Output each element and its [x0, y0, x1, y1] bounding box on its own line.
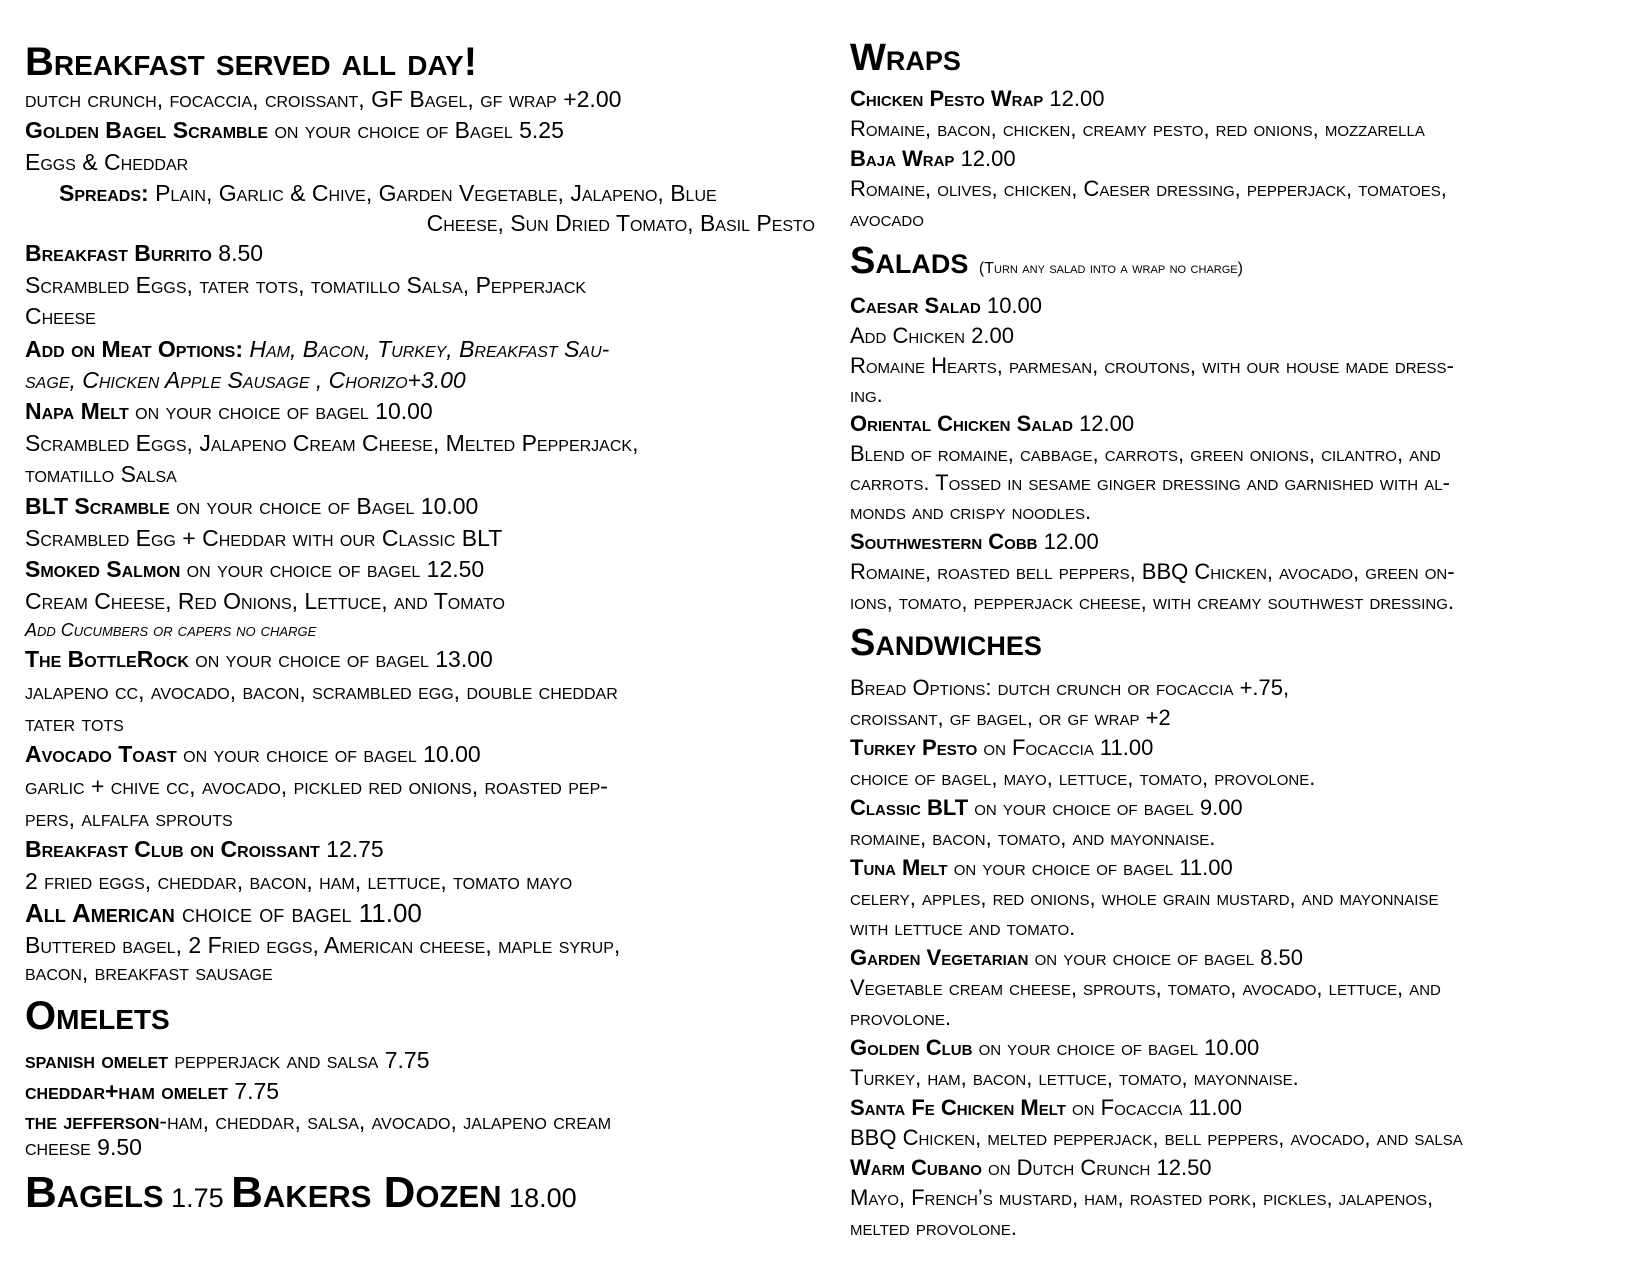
item-desc-line: Mayo, French’s mustard, ham, roasted pork, pickles, jalapenos,	[850, 1185, 1434, 1210]
bagels-label: Bagels	[25, 1168, 164, 1217]
salads-heading-line	[850, 240, 1243, 283]
item-price: 10.00	[980, 293, 1043, 318]
item-oriental-chicken-salad	[850, 411, 1134, 437]
item-desc-line: garlic + chive cc, avocado, pickled red onions, roasted pep-	[25, 773, 608, 799]
item-desc-line: tomatillo Salsa	[25, 461, 177, 487]
item-desc-line: BBQ Chicken, melted pepperjack, bell peppers, avocado, and salsa	[850, 1125, 1463, 1150]
item-desc-line: Blend of romaine, cabbage, carrots, green onions, cilantro, and	[850, 441, 1441, 466]
item-all-american	[25, 898, 422, 929]
item-avocado-toast	[25, 741, 481, 768]
add-meat-line-1	[25, 336, 609, 363]
item-name: spanish omelet	[25, 1047, 168, 1073]
item-desc-line: with lettuce and tomato.	[850, 915, 1076, 940]
bakers-dozen-price: 18.00	[501, 1183, 577, 1213]
item-desc-line: ions, tomato, pepperjack cheese, with creamy southwest dressing.	[850, 589, 1454, 614]
item-desc-line: Scrambled Eggs, Jalapeno Cream Cheese, Melted Pepperjack,	[25, 430, 639, 456]
item-desc-line: Romaine, olives, chicken, Caeser dressing, pepperjack, tomatoes,	[850, 176, 1447, 201]
item-turkey-pesto	[850, 735, 1153, 761]
item-desc-line: tater tots	[25, 710, 124, 736]
item-name: Warm Cubano	[850, 1155, 982, 1180]
item-name: Garden Vegetarian	[850, 945, 1029, 970]
bagels-price: 1.75	[163, 1183, 232, 1213]
item-desc-line: romaine, bacon, tomato, and mayonnaise.	[850, 825, 1216, 850]
item-desc-line: Add Chicken 2.00	[850, 323, 1014, 348]
item-name: Oriental Chicken Salad	[850, 411, 1073, 436]
item-desc-line: Eggs & Cheddar	[25, 149, 189, 175]
item-desc: on your choice of bagel 13.00	[188, 646, 493, 672]
item-name: Caesar Salad	[850, 293, 981, 318]
item-desc: on your choice of bagel 12.50	[180, 556, 485, 582]
item-caesar-salad	[850, 293, 1042, 319]
item-tuna-melt	[850, 855, 1233, 881]
item-warm-cubano	[850, 1155, 1212, 1181]
item-desc: on your choice of bagel 11.00	[947, 855, 1233, 880]
item-desc-line: Cheese	[25, 303, 96, 329]
item-desc-line: pers, alfalfa sprouts	[25, 805, 233, 831]
item-name: Chicken Pesto Wrap	[850, 86, 1044, 111]
bread-options-line: Bread Options: dutch crunch or focaccia +.75,	[850, 675, 1290, 700]
item-name: All American	[25, 898, 175, 928]
item-desc-line: Scrambled Egg + Cheddar with our Classic BLT	[25, 525, 503, 551]
item-desc-line: choice of bagel, mayo, lettuce, tomato, provolone.	[850, 765, 1316, 790]
item-desc-line: Romaine Hearts, parmesan, croutons, with our house made dress-	[850, 353, 1454, 378]
item-price: 12.75	[319, 836, 384, 862]
item-name: Turkey Pesto	[850, 735, 978, 760]
item-cheddar-ham-omelet	[25, 1078, 279, 1105]
item-desc-line: Cream Cheese, Red Onions, Lettuce, and Tomato	[25, 588, 505, 614]
item-southwestern-cobb	[850, 529, 1099, 555]
item-golden-bagel-scramble	[25, 117, 564, 144]
item-desc-line: Romaine, bacon, chicken, creamy pesto, red onions, mozzarella	[850, 116, 1425, 141]
item-baja-wrap	[850, 146, 1016, 172]
item-desc: on your choice of bagel 8.50	[1028, 945, 1303, 970]
item-breakfast-burrito	[25, 240, 263, 267]
bagels-line	[25, 1168, 577, 1218]
item-classic-blt	[850, 795, 1243, 821]
item-desc: on your choice of bagel 10.00	[176, 741, 481, 767]
item-golden-club	[850, 1035, 1259, 1061]
item-desc: choice of bagel 11.00	[174, 898, 422, 928]
spreads-label: Spreads:	[59, 180, 149, 206]
item-desc-line: avocado	[850, 206, 924, 231]
item-desc: on your choice of bagel 9.00	[968, 795, 1243, 820]
item-desc: on your choice of Bagel 10.00	[169, 493, 479, 519]
item-desc-line: Turkey, ham, bacon, lettuce, tomato, mayonnaise.	[850, 1065, 1299, 1090]
sandwiches-heading: Sandwiches	[850, 622, 1042, 664]
spreads-list: Plain, Garlic & Chive, Garden Vegetable, Jalapeno, Blue	[148, 180, 717, 206]
salads-note: (Turn any salad into a wrap no charge)	[978, 260, 1243, 277]
item-price: 12.00	[1037, 529, 1099, 554]
item-spanish-omelet	[25, 1047, 430, 1074]
item-name: Avocado Toast	[25, 741, 177, 767]
spreads-line-1	[59, 180, 717, 207]
item-desc-line: carrots. Tossed in sesame ginger dressing and garnished with al-	[850, 470, 1450, 495]
item-name: Golden Club	[850, 1035, 973, 1060]
item-desc: on your choice of Bagel 5.25	[268, 117, 564, 143]
item-name: Breakfast Club on Croissant	[25, 836, 320, 862]
item-name: the jefferson	[25, 1108, 160, 1134]
spreads-line-2: Cheese, Sun Dried Tomato, Basil Pesto	[426, 210, 815, 236]
item-chicken-pesto-wrap	[850, 86, 1104, 112]
wraps-heading: Wraps	[850, 37, 961, 79]
item-desc: on your choice of bagel 10.00	[128, 398, 433, 424]
breakfast-heading: Breakfast served all day!	[25, 40, 478, 84]
item-desc-line: jalapeno cc, avocado, bacon, scrambled egg, double cheddar	[25, 678, 618, 704]
item-price: 7.75	[227, 1078, 280, 1104]
salads-heading: Salads	[850, 240, 969, 282]
item-name: Napa Melt	[25, 398, 129, 424]
add-meat-list: Ham, Bacon, Turkey, Breakfast Sau-	[242, 336, 610, 362]
item-desc-line: provolone.	[850, 1005, 952, 1030]
item-desc: on Dutch Crunch 12.50	[981, 1155, 1212, 1180]
item-desc: on your choice of bagel 10.00	[972, 1035, 1260, 1060]
breakfast-bread-options: dutch crunch, focaccia, croissant, GF Bagel, gf wrap +2.00	[25, 86, 622, 112]
item-price: 8.50	[211, 240, 264, 266]
item-desc: pepperjack and salsa 7.75	[168, 1047, 430, 1073]
item-desc-line: melted provolone.	[850, 1215, 1017, 1240]
item-desc: -ham, cheddar, salsa, avocado, jalapeno cream	[159, 1108, 612, 1134]
item-name: Classic BLT	[850, 795, 969, 820]
item-bottlerock	[25, 646, 493, 673]
item-price: 12.00	[1072, 411, 1135, 436]
item-name: BLT Scramble	[25, 493, 170, 519]
item-jefferson	[25, 1108, 611, 1135]
item-napa-melt	[25, 398, 433, 425]
item-name: The BottleRock	[25, 646, 189, 672]
item-blt-scramble	[25, 493, 478, 520]
item-desc-line: celery, apples, red onions, whole grain mustard, and mayonnaise	[850, 885, 1439, 910]
item-desc-line: 2 fried eggs, cheddar, bacon, ham, lettuce, tomato mayo	[25, 868, 573, 894]
item-desc: on Focaccia 11.00	[1065, 1095, 1242, 1120]
item-desc-line: Romaine, roasted bell peppers, BBQ Chicken, avocado, green on-	[850, 559, 1455, 584]
item-desc: on Focaccia 11.00	[977, 735, 1154, 760]
item-note: Add Cucumbers or capers no charge	[25, 620, 317, 640]
bakers-dozen-label: Bakers Dozen	[231, 1168, 502, 1217]
item-desc-line: cheese 9.50	[25, 1134, 142, 1160]
item-smoked-salmon	[25, 556, 484, 583]
item-name: Southwestern Cobb	[850, 529, 1038, 554]
item-desc-line: monds and crispy noodles.	[850, 499, 1092, 524]
item-name: Santa Fe Chicken Melt	[850, 1095, 1066, 1120]
omelets-heading: Omelets	[25, 994, 170, 1038]
item-price: 12.00	[1043, 86, 1105, 111]
item-name: Baja Wrap	[850, 146, 955, 171]
item-name: cheddar+ham omelet	[25, 1078, 228, 1104]
item-desc-line: Buttered bagel, 2 Fried eggs, American cheese, maple syrup,	[25, 932, 621, 958]
item-santa-fe-chicken-melt	[850, 1095, 1242, 1121]
item-name: Breakfast Burrito	[25, 240, 212, 266]
item-price: 12.00	[954, 146, 1016, 171]
item-desc-line: Scrambled Eggs, tater tots, tomatillo Salsa, Pepperjack	[25, 272, 587, 298]
item-desc-line: ing.	[850, 382, 883, 407]
item-name: Smoked Salmon	[25, 556, 181, 582]
item-name: Golden Bagel Scramble	[25, 117, 269, 143]
item-garden-vegetarian	[850, 945, 1303, 971]
bread-options-line: croissant, gf bagel, or gf wrap +2	[850, 705, 1171, 730]
item-breakfast-club	[25, 836, 384, 863]
add-meat-line-2: sage, Chicken Apple Sausage , Chorizo+3.00	[25, 367, 466, 393]
item-name: Tuna Melt	[850, 855, 948, 880]
item-desc-line: bacon, breakfast sausage	[25, 959, 273, 985]
add-meat-label: Add on Meat Options:	[25, 336, 243, 362]
item-desc-line: Vegetable cream cheese, sprouts, tomato, avocado, lettuce, and	[850, 975, 1441, 1000]
